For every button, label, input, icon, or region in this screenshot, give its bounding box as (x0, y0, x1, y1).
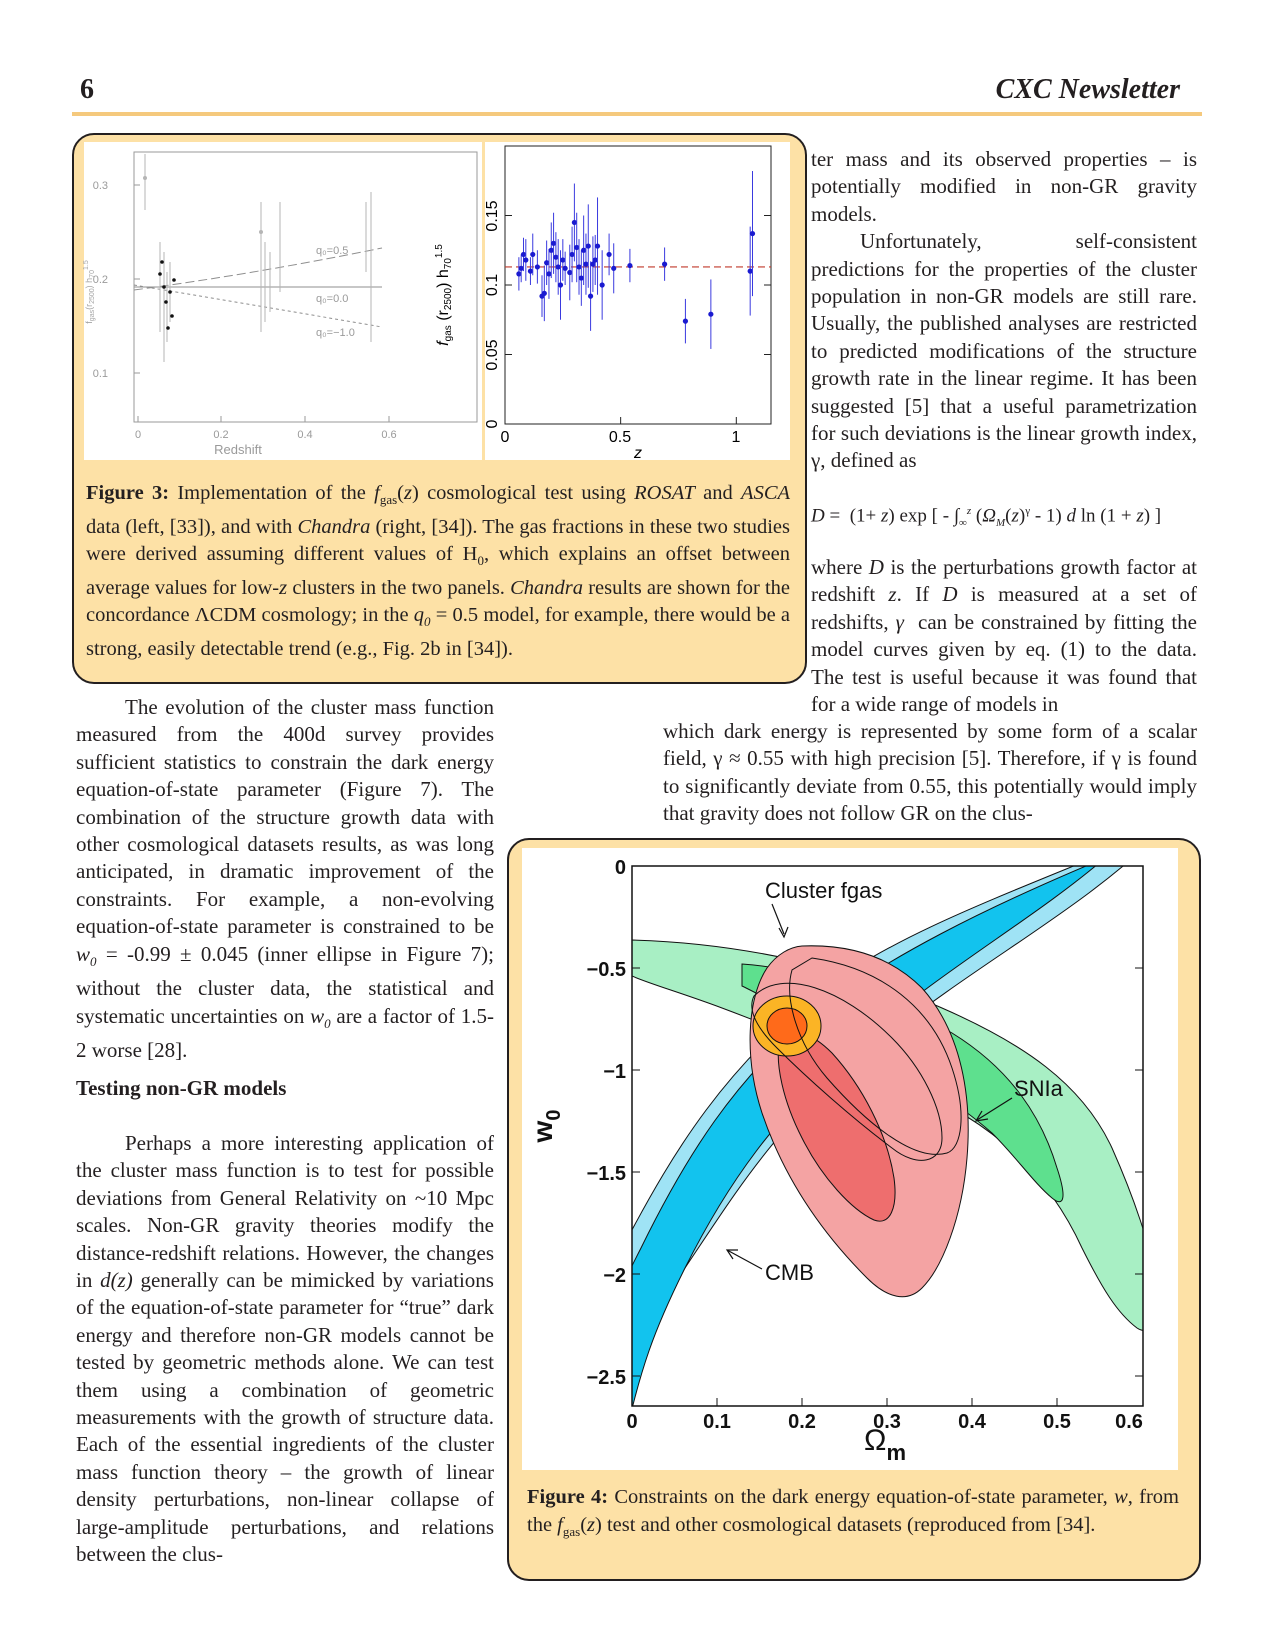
right-plot-ytick-2: 0.1 (484, 273, 501, 297)
svg-text:fgas (r2500) h701.5: fgas (r2500) $h70^{1.5}$ (434, 244, 454, 346)
data-point (595, 243, 600, 248)
data-point (588, 294, 593, 299)
figure-4-caption-label: Figure 4: (527, 1486, 609, 1508)
data-point (683, 319, 688, 324)
left-plot-ytick-1: 0.2 (92, 274, 108, 286)
right-col-paragraph-3: where D is the perturbations growth factor at redshift z. If D is measured at a set of redshifts, γ can be constrained by fitting the model curves given by eq. (1) to the data. The test is useful because it was found that for a wide range of models in (811, 555, 1197, 717)
data-point (523, 257, 528, 262)
data-point (662, 262, 667, 267)
fig4-ylabel: $w_0$ (527, 1109, 565, 1143)
right-column (811, 146, 1197, 475)
figure-3-caption-label: Figure 3: (86, 482, 170, 504)
fig4-xlabel: $\Omega_m$ (864, 1424, 906, 1465)
data-point (708, 312, 713, 317)
data-point (586, 243, 591, 248)
right-column-cont (811, 554, 1197, 718)
growth-equation: D = (1+ z) exp [ - $\int_\infty^z$ $(\Omega_M(z)^\gamma - 1)$ d ln (1 + z) ] (811, 505, 1162, 530)
left-plot-ytick-2: 0.3 (92, 180, 108, 192)
cluster-fgas-annotation: Cluster fgas (765, 878, 883, 903)
figure-3-right-plot (485, 142, 790, 460)
data-point (750, 231, 755, 236)
curve-label-q00: q₀=0.0 (316, 293, 349, 305)
curve-label-qm10: q₀=−1.0 (316, 327, 355, 339)
cmb-annotation: CMB (765, 1260, 814, 1285)
combined-inner-contour (767, 1008, 807, 1044)
fig4-xtick-5: 0.5 (1043, 1411, 1071, 1433)
left-column-2 (76, 1130, 494, 1569)
figure-3-left-plot (84, 142, 482, 460)
fig4-ytick-0: 0 (614, 857, 626, 879)
right-plot-ylabel (428, 240, 458, 350)
right-plot-ytick-0: 0 (484, 419, 501, 429)
header-rule (72, 112, 1202, 116)
left-col-paragraph-2: Perhaps a more interesting application of the cluster mass function is to test for possible deviations from General Relativity on ~10 Mpc scales. Non-GR gravity theories modify the distance-redshift relations. However, the changes in d(z) generally can be mimicked by variations of the equation-of-state parameter for “true” dark energy and therefore non-GR models cannot be tested by geometric methods alone. We can test them using a combination of geometric measurements with the growth of structure data. Each of the essential ingredients of the cluster mass function theory – the growth of linear density perturbations, non-linear collapse of large-amplitude perturbations, and relations between the clus- (76, 1131, 494, 1567)
right-plot-xtick-0: 0 (500, 429, 510, 446)
data-point (600, 282, 605, 287)
fig4-xtick-0: 0 (626, 1411, 638, 1433)
data-point (627, 263, 632, 268)
curve-label-q05: q₀=0.5 (316, 245, 349, 257)
right-plot-ytick-1: 0.05 (484, 339, 501, 371)
left-column (76, 694, 494, 1065)
right-plot-xlabel: z (634, 445, 642, 462)
right-plot-ytick-3: 0.15 (484, 200, 501, 232)
figure-3-caption-text: Implementation of the $f_{gas}(z)$ cosmological test using ROSAT and ASCA data (left, [33]), and with Chandra (right, [34]). The gas fractions in these two studies were derived assuming different values of $H_0$, which explains an offset between average values for low-z clusters in the two panels. Chandra results are shown for the concordance ΛCDM cosmology; in the $q_0 = 0.5$ model, for example, there would be a strong, easily detectable trend (e.g., Fig. 2b in [34]). (86, 482, 791, 660)
right-col-paragraph-2: Unfortunately, self-consistent predictions for the properties of the cluster population in non-GR models are still rare. Usually, the published analyses are restricted to predicted modifications of the structure growth rate in the linear regime. It has been suggested [5] that a useful parametrization for such deviations is the linear growth index, γ, defined as (811, 229, 1197, 473)
fig4-ytick-4: −2 (603, 1265, 626, 1287)
wide-right-text: which dark energy is represented by some form of a scalar field, γ ≈ 0.55 with high precision [5]. Therefore, if γ is found to significantly deviate from 0.55, this potentially would imply that gravity does not follow GR on the clus- (663, 719, 1197, 826)
left-plot-xtick-2: 0.4 (297, 429, 313, 441)
fig4-xtick-6: 0.6 (1115, 1411, 1143, 1433)
newsletter-title: CXC Newsletter (995, 74, 1180, 105)
right-col-paragraph-1: ter mass and its observed properties – is potentially modified in non-GR gravity models. (811, 147, 1197, 226)
right-plot-xtick-2: 1 (731, 429, 741, 446)
fig4-xtick-4: 0.4 (958, 1411, 986, 1433)
left-col-paragraph-1: The evolution of the cluster mass function measured from the 400d survey provides sufficient statistics to constrain the dark energy equation-of-state parameter (Figure 7). The combination of the structure growth data with other cosmological datasets results, as was long anticipated, in dramatic improvement of the constraints. For example, a non-evolving equation-of-state parameter is constrained to be $w_0 = -0.99 \pm 0.045$ (inner ellipse in Figure 7); without the cluster data, the statistical and systematic uncertainties on $w_0$ are a factor of 1.5-2 worse [28]. (76, 695, 494, 1063)
figure-4-caption (527, 1484, 1179, 1545)
wide-right-paragraph (663, 718, 1197, 828)
section-heading-wrap (76, 1075, 494, 1102)
data-point (611, 266, 616, 271)
left-plot-xtick-1: 0.2 (213, 429, 229, 441)
fig4-ytick-3: −1.5 (586, 1163, 626, 1185)
right-plot-xtick-1: 0.5 (608, 429, 632, 446)
fig4-xtick-2: 0.2 (788, 1411, 816, 1433)
data-point (542, 291, 547, 296)
data-point (563, 266, 568, 271)
data-point (535, 264, 540, 269)
figure-3-caption (86, 480, 790, 663)
fig4-xtick-1: 0.1 (703, 1411, 731, 1433)
left-plot-xtick-0: 0 (134, 429, 142, 441)
fig4-ytick-2: −1 (603, 1061, 626, 1083)
data-point (530, 252, 535, 257)
left-plot-xtick-3: 0.6 (381, 429, 397, 441)
data-point (558, 282, 563, 287)
left-plot-xlabel: Redshift (214, 442, 262, 457)
figure-4-caption-text: Constraints on the dark energy equation-of-state parameter, w, from the $f_{gas}(z)$ test and other cosmological datasets (reproduced from [34]. (527, 1486, 1179, 1539)
fig4-ytick-5: −2.5 (586, 1367, 626, 1389)
section-heading: Testing non-GR models (76, 1076, 287, 1100)
figure-4-plot (522, 848, 1178, 1470)
fig4-xtick-3: 0.3 (873, 1411, 901, 1433)
fig4-ytick-1: −0.5 (586, 959, 626, 981)
page-number: 6 (80, 74, 94, 105)
left-plot-ytick-0: 0.1 (92, 368, 108, 380)
snia-annotation: SNIa (1014, 1076, 1063, 1101)
data-point (606, 252, 611, 257)
left-plot-ylabel: $f_{gas}(r_{2500})$ $h_{70}^{1.5}$ (83, 260, 96, 324)
